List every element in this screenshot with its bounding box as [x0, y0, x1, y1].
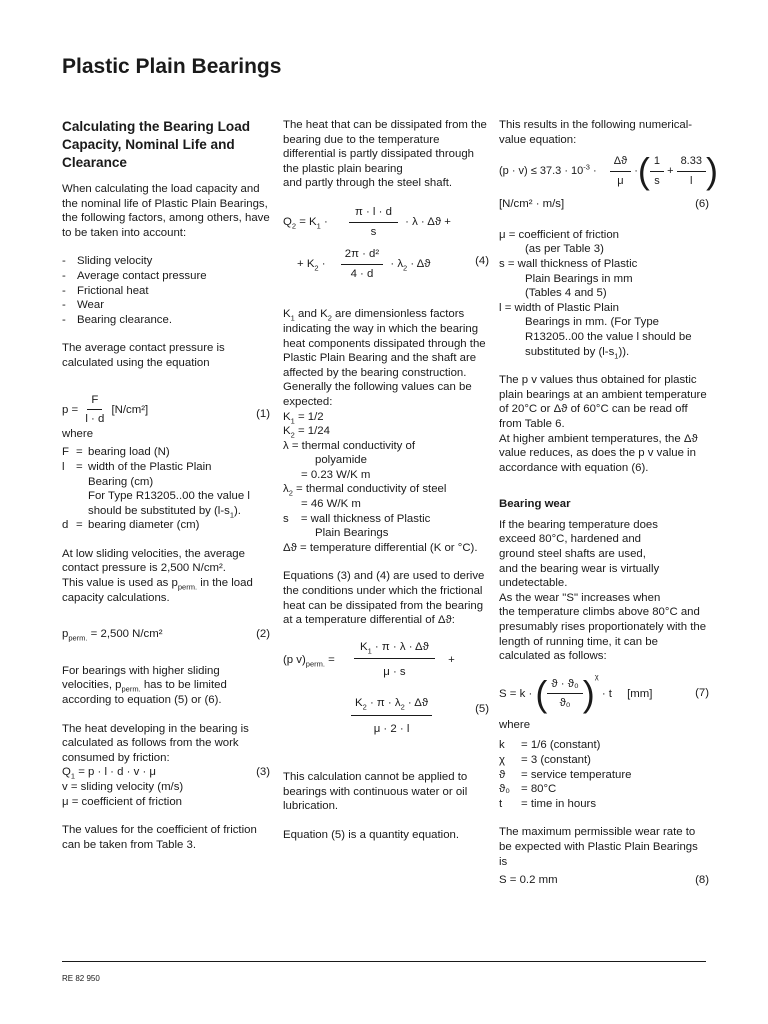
- column-2: [283, 118, 489, 843]
- factor-list: [62, 254, 270, 327]
- pressure-intro: The average contact pressure is calculated using the equation: [62, 342, 225, 369]
- lambda2-def-2: = 46 W/K m: [301, 498, 361, 511]
- wear-text-6: the temperature climbs above 80°C and presumably rises proportionately with the length of running time, it can be calculated as follows:: [499, 606, 707, 663]
- not-applied-text: This calculation cannot be applied to bearings with continuous water or oil lubrication.: [283, 771, 468, 813]
- equation-number: (5): [475, 703, 489, 715]
- intro-text: When calculating the load capacity and the nominal life of Plastic Plain Bearings, the following factors, among others, have to be taken into account:: [62, 183, 270, 239]
- equation-5: (p $v)_{perm.}$ = $\frac{K_1 \cdot \pi \cdot \lambda \cdot \Delta ϑ}{\mu \cdot s}$ + $\frac{K_2 \cdot \pi \cdot \lambda_2 \cdot \Delta ϑ}{\mu \cdot 2 \cdot l}$ (5): [283, 640, 489, 735]
- section-title: Calculating the Bearing Load Capacity, Nominal Life and Clearance: [62, 119, 251, 170]
- higher-velocity-text: For bearings with higher sliding velocities, $p_{perm.}$ has to be limited according to equation (5) or (6).: [62, 664, 227, 707]
- equation-1: p = $\frac{F}{l \cdot d}$ [N/cm²] (1): [62, 393, 270, 426]
- friction-values-text: The values for the coefficient of friction can be taken from Table 3.: [62, 824, 257, 851]
- equation-6-unit-row: [N/cm² · m/s] (6): [499, 198, 709, 211]
- k2-value: $K_2 = 1/24$: [283, 425, 330, 440]
- definition-theta0: ϑ₀ = 80°C: [499, 783, 557, 796]
- k-expect-text: Generally the following values can be expected:: [283, 381, 472, 408]
- definition-theta: ϑ = service temperature: [499, 768, 632, 781]
- dtheta-def: Δϑ = temperature differential (K or °C).: [283, 541, 478, 554]
- results-text: This results in the following numerical-value equation:: [499, 119, 693, 146]
- heat-intro: The heat developing in the bearing is calculated as follows from the work consumed by friction:: [62, 722, 249, 764]
- equation-number: (1): [256, 407, 270, 420]
- list-item: - Frictional heat: [62, 284, 149, 297]
- equation-6: $(p \cdot v) \le 37.3 \cdot 10^{-3}$ · $\frac{\Delta ϑ}{\mu}$ ·( $\frac{1}{s}$ + $\frac{8.33}{l}$ ): [499, 150, 718, 192]
- list-item: - Wear: [62, 299, 105, 312]
- wear-text-3: ground steel shafts are used,: [499, 548, 646, 561]
- wear-text-2: exceed 80°C, hardened and: [499, 533, 641, 546]
- footer-reference: RE 82 950: [62, 974, 100, 983]
- friction-def: μ = coefficient of friction: [62, 795, 183, 808]
- mu-def: μ = coefficient of friction: [499, 228, 620, 241]
- equation-8: S = 0.2 mm (8): [499, 874, 709, 887]
- l-def-2: Bearings in mm. (For Type: [525, 316, 659, 329]
- definition-t: t = time in hours: [499, 797, 597, 810]
- definition-d: d = bearing diameter (cm): [62, 519, 200, 532]
- dissipated-text-2: and partly through the steel shaft.: [283, 177, 453, 190]
- s-def-2: Plain Bearings: [315, 527, 389, 540]
- low-velocity-text: At low sliding velocities, the average contact pressure is 2,500 N/cm².: [62, 547, 245, 575]
- lambda-def-2: polyamide: [315, 454, 367, 467]
- wear-text-1: If the bearing temperature does: [499, 518, 658, 531]
- where-label: where: [62, 427, 94, 440]
- definition-F: F = bearing load (N): [62, 446, 170, 459]
- column-3: [499, 118, 718, 888]
- max-wear-text: The maximum permissible wear rate to be expected with Plastic Plain Bearings is: [499, 826, 698, 868]
- s-def: s = wall thickness of Plastic: [283, 512, 431, 525]
- definition-l: l = width of the Plastic Plain Bearing (cm) For Type R13205..00 the value l should be substituted by $(l-s_1)$.: [62, 460, 250, 519]
- equations-used-text: Equations (3) and (4) are used to derive the conditions under which the frictional heat can be dissipated from the bearing at a temperature differential of Δϑ:: [283, 570, 485, 627]
- equation-number: (8): [695, 874, 709, 887]
- s-def-2: Plain Bearings in mm: [525, 272, 633, 285]
- lambda-def: λ = thermal conductivity of: [283, 439, 416, 452]
- s-def-3: (Tables 4 and 5): [525, 287, 607, 300]
- list-item: - Average contact pressure: [62, 269, 207, 282]
- l-def-4: substituted by $(l-s_1)$).: [525, 345, 630, 360]
- definition-k: k = 1/6 (constant): [499, 739, 601, 752]
- list-item: - Bearing clearance.: [62, 313, 172, 326]
- equation-number: (4): [475, 255, 489, 268]
- equation-number: (7): [695, 686, 709, 699]
- k-factors-text: $K_1$ and $K_2$ are dimensionless factors indicating the way in which the bearing heat components dissipated through the Plastic Plain Bearing and the shaft are affected by the bearing construction.: [283, 308, 486, 379]
- mu-def-2: (as per Table 3): [525, 243, 604, 256]
- lambda2-def: $\lambda_2$ = thermal conductivity of steel: [283, 483, 447, 498]
- pv-values-text: The p v values thus obtained for plastic plain bearings at an ambient temperature of 20°C or Δϑ of 60°C can be read off from Table 6.: [499, 374, 707, 430]
- quantity-text: Equation (5) is a quantity equation.: [283, 828, 460, 841]
- column-1: [62, 118, 270, 852]
- dissipated-text: The heat that can be dissipated from the bearing due to the temperature differential is partly dissipated through the plastic plain bearing: [283, 119, 487, 175]
- equation-2: $p_{perm.} = 2,500$ N/cm² (2): [62, 628, 270, 643]
- where-label: where: [499, 718, 531, 731]
- equation-7: S = k · ( $\frac{\text{ϑ · ϑ₀}}{\text{ϑ₀}}$ )$^\chi$ · t [mm] (7): [499, 671, 709, 714]
- low-velocity-text-2: This value is used as $p_{perm.}$ in the load capacity calculations.: [62, 577, 253, 604]
- equation-3: $Q_1 = p \cdot l \cdot d \cdot v \cdot \mu$ (3): [62, 766, 270, 781]
- equation-4: $Q_2 = K_1$ · $\frac{\pi \cdot l \cdot d}{s}$ · λ · Δϑ + + $K_2$ · $\frac{\text{2π · d²}}{4 \cdot d}$ · $\lambda_2 \cdot \Delta ϑ$ (4): [283, 205, 489, 280]
- equation-number: (2): [256, 628, 270, 641]
- wear-text-4: and the bearing wear is virtually undetectable.: [499, 562, 660, 590]
- equation-number: (3): [256, 766, 270, 779]
- velocity-def: v = sliding velocity (m/s): [62, 781, 184, 793]
- wear-title: Bearing wear: [499, 498, 571, 511]
- l-def: l = width of Plastic Plain: [499, 301, 619, 314]
- lambda-def-3: = 0.23 W/K m: [301, 468, 371, 481]
- list-item: - Sliding velocity: [62, 255, 153, 268]
- definition-chi: χ = 3 (constant): [499, 754, 591, 766]
- equation-number: (6): [695, 198, 709, 211]
- footer-divider: [62, 961, 706, 962]
- wear-text-5: As the wear "S" increases when: [499, 591, 661, 604]
- pv-higher-text: At higher ambient temperatures, the Δϑ value reduces, as does the p v value in accordance with equation (6).: [499, 432, 698, 474]
- page-title: Plastic Plain Bearings: [62, 55, 282, 78]
- k1-value: $K_1 = 1/2$: [283, 410, 324, 425]
- l-def-3: R13205..00 the value l should be: [525, 330, 692, 343]
- s-def: s = wall thickness of Plastic: [499, 257, 638, 270]
